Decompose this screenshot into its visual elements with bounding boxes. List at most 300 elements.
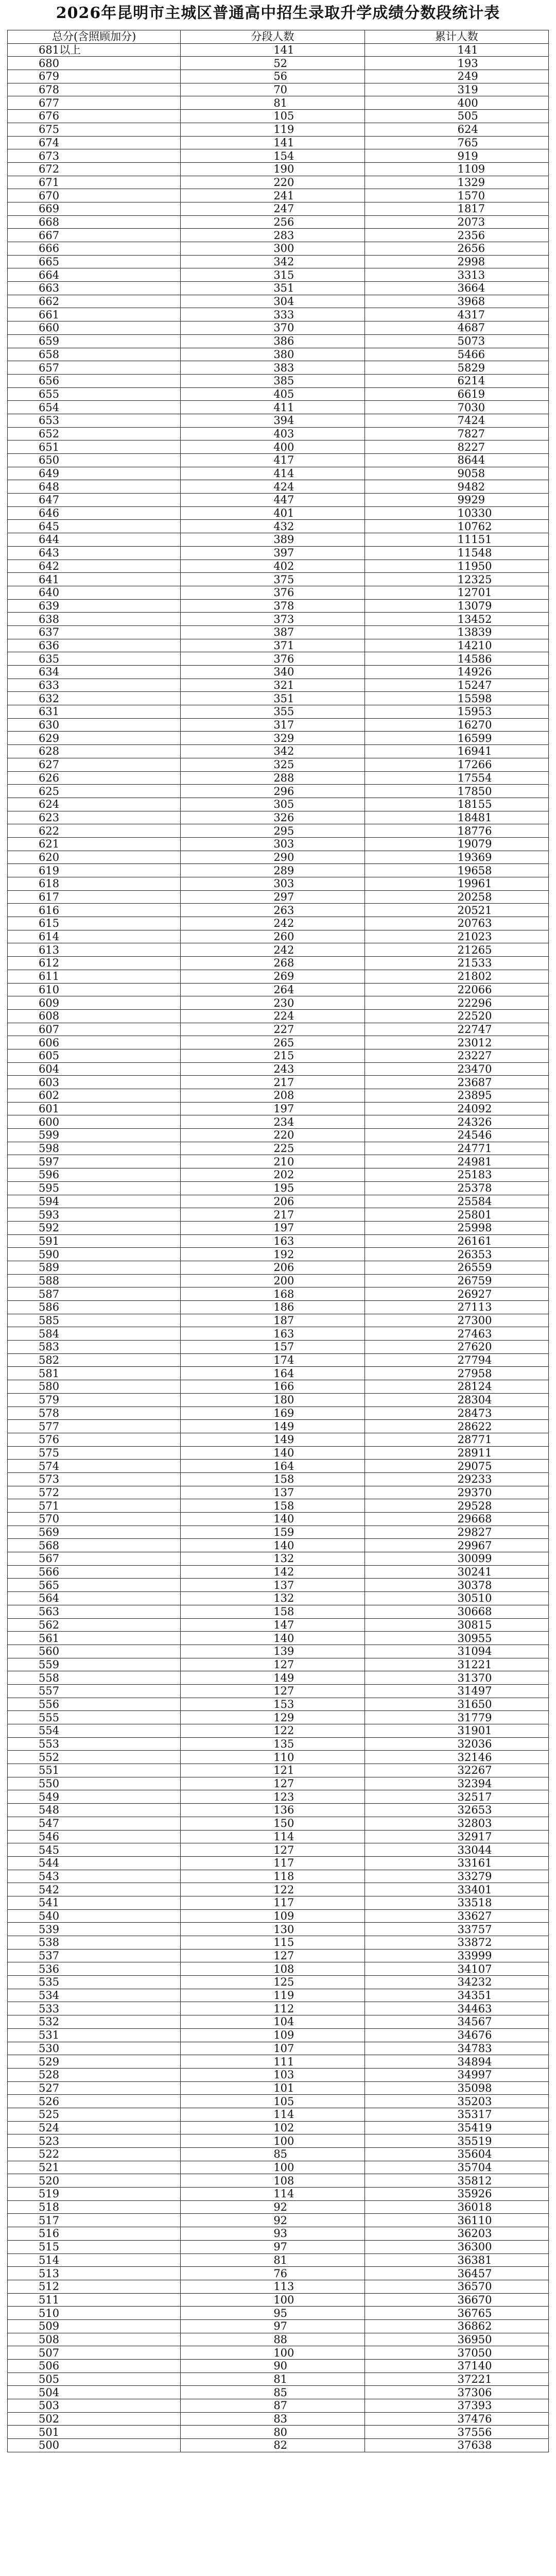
table-row bbox=[8, 1870, 549, 1883]
score-cell: 574 bbox=[8, 1460, 181, 1473]
table-row bbox=[8, 1301, 549, 1314]
cumulative-count-cell: 21265 bbox=[364, 943, 548, 957]
segment-count-cell: 371 bbox=[181, 639, 364, 652]
score-cell: 639 bbox=[8, 599, 181, 613]
cumulative-count-cell: 36457 bbox=[364, 2267, 548, 2280]
segment-count-cell: 342 bbox=[181, 745, 364, 758]
score-cell: 606 bbox=[8, 1036, 181, 1049]
cumulative-count-cell: 35704 bbox=[364, 2161, 548, 2174]
segment-count-cell: 154 bbox=[181, 149, 364, 163]
score-cell: 614 bbox=[8, 930, 181, 943]
table-row bbox=[8, 2280, 549, 2293]
score-cell: 500 bbox=[8, 2439, 181, 2452]
cumulative-count-cell: 19658 bbox=[364, 864, 548, 877]
table-row bbox=[8, 890, 549, 904]
cumulative-count-cell: 10762 bbox=[364, 520, 548, 533]
cumulative-count-cell: 37221 bbox=[364, 2372, 548, 2386]
cumulative-count-cell: 32917 bbox=[364, 1830, 548, 1843]
table-row bbox=[8, 2002, 549, 2015]
score-cell: 510 bbox=[8, 2307, 181, 2320]
cumulative-count-cell: 8227 bbox=[364, 440, 548, 454]
cumulative-count-cell: 7827 bbox=[364, 427, 548, 440]
table-row bbox=[8, 2200, 549, 2214]
table-row bbox=[8, 1102, 549, 1115]
table-row bbox=[8, 745, 549, 758]
cumulative-count-cell: 24546 bbox=[364, 1129, 548, 1142]
score-cell: 515 bbox=[8, 2240, 181, 2253]
score-cell: 562 bbox=[8, 1618, 181, 1632]
segment-count-cell: 210 bbox=[181, 1155, 364, 1168]
score-cell: 675 bbox=[8, 123, 181, 136]
segment-count-cell: 107 bbox=[181, 2042, 364, 2055]
cumulative-count-cell: 35812 bbox=[364, 2174, 548, 2188]
segment-count-cell: 289 bbox=[181, 864, 364, 877]
cumulative-count-cell: 21802 bbox=[364, 970, 548, 983]
segment-count-cell: 400 bbox=[181, 440, 364, 454]
cumulative-count-cell: 11548 bbox=[364, 546, 548, 560]
cumulative-count-cell: 35419 bbox=[364, 2121, 548, 2134]
segment-count-cell: 129 bbox=[181, 1711, 364, 1724]
score-cell: 620 bbox=[8, 851, 181, 864]
table-row bbox=[8, 1962, 549, 1976]
cumulative-count-cell: 30241 bbox=[364, 1565, 548, 1579]
cumulative-count-cell: 18776 bbox=[364, 824, 548, 838]
score-cell: 527 bbox=[8, 2081, 181, 2095]
score-cell: 517 bbox=[8, 2214, 181, 2227]
score-cell: 514 bbox=[8, 2253, 181, 2267]
table-row bbox=[8, 1181, 549, 1195]
cumulative-count-cell: 34351 bbox=[364, 1989, 548, 2002]
table-row bbox=[8, 2240, 549, 2253]
table-row bbox=[8, 1804, 549, 1817]
table-row bbox=[8, 2214, 549, 2227]
table-row bbox=[8, 427, 549, 440]
segment-count-cell: 402 bbox=[181, 560, 364, 573]
score-cell: 531 bbox=[8, 2028, 181, 2042]
cumulative-count-cell: 28124 bbox=[364, 1380, 548, 1394]
score-cell: 564 bbox=[8, 1592, 181, 1605]
segment-count-cell: 82 bbox=[181, 2439, 364, 2452]
table-row bbox=[8, 387, 549, 401]
table-row bbox=[8, 2227, 549, 2241]
score-cell: 604 bbox=[8, 1062, 181, 1076]
segment-count-cell: 117 bbox=[181, 1856, 364, 1870]
cumulative-count-cell: 28622 bbox=[364, 1420, 548, 1433]
table-row bbox=[8, 96, 549, 110]
cumulative-count-cell: 33999 bbox=[364, 1949, 548, 1962]
cumulative-count-cell: 28304 bbox=[364, 1393, 548, 1406]
score-cell: 516 bbox=[8, 2227, 181, 2241]
table-row bbox=[8, 1817, 549, 1830]
score-cell: 602 bbox=[8, 1089, 181, 1103]
cumulative-count-cell: 35317 bbox=[364, 2108, 548, 2121]
cumulative-count-cell: 29827 bbox=[364, 1526, 548, 1539]
table-row bbox=[8, 229, 549, 242]
segment-count-cell: 215 bbox=[181, 1049, 364, 1062]
score-cell: 627 bbox=[8, 758, 181, 771]
segment-count-cell: 414 bbox=[181, 467, 364, 480]
segment-count-cell: 80 bbox=[181, 2426, 364, 2439]
cumulative-count-cell: 26759 bbox=[364, 1274, 548, 1287]
cumulative-count-cell: 34783 bbox=[364, 2042, 548, 2055]
segment-count-cell: 158 bbox=[181, 1499, 364, 1513]
table-row bbox=[8, 149, 549, 163]
score-cell: 624 bbox=[8, 798, 181, 811]
cumulative-count-cell: 37556 bbox=[364, 2426, 548, 2439]
cumulative-count-cell: 31650 bbox=[364, 1698, 548, 1711]
segment-count-cell: 225 bbox=[181, 1142, 364, 1155]
table-row bbox=[8, 70, 549, 83]
score-cell: 642 bbox=[8, 560, 181, 573]
table-row bbox=[8, 2068, 549, 2081]
score-cell: 593 bbox=[8, 1208, 181, 1222]
table-row bbox=[8, 202, 549, 215]
table-row bbox=[8, 1856, 549, 1870]
segment-count-cell: 192 bbox=[181, 1248, 364, 1261]
cumulative-count-cell: 17266 bbox=[364, 758, 548, 771]
segment-count-cell: 405 bbox=[181, 387, 364, 401]
cumulative-count-cell: 31497 bbox=[364, 1684, 548, 1698]
table-row bbox=[8, 1036, 549, 1049]
score-cell: 595 bbox=[8, 1181, 181, 1195]
score-cell: 638 bbox=[8, 613, 181, 626]
table-row bbox=[8, 1592, 549, 1605]
score-cell: 599 bbox=[8, 1129, 181, 1142]
table-row bbox=[8, 546, 549, 560]
cumulative-count-cell: 5466 bbox=[364, 348, 548, 361]
table-row bbox=[8, 1843, 549, 1857]
cumulative-count-cell: 25998 bbox=[364, 1221, 548, 1234]
score-cell: 534 bbox=[8, 1989, 181, 2002]
table-row bbox=[8, 454, 549, 467]
score-cell: 656 bbox=[8, 374, 181, 387]
table-row bbox=[8, 666, 549, 679]
table-row bbox=[8, 1976, 549, 1989]
segment-count-cell: 114 bbox=[181, 1830, 364, 1843]
segment-count-cell: 325 bbox=[181, 758, 364, 771]
segment-count-cell: 109 bbox=[181, 1909, 364, 1923]
segment-count-cell: 401 bbox=[181, 506, 364, 520]
cumulative-count-cell: 17850 bbox=[364, 785, 548, 798]
score-cell: 612 bbox=[8, 957, 181, 970]
score-cell: 570 bbox=[8, 1513, 181, 1526]
cumulative-count-cell: 32517 bbox=[364, 1790, 548, 1804]
table-body bbox=[8, 43, 549, 2452]
table-row bbox=[8, 771, 549, 785]
table-row bbox=[8, 1314, 549, 1327]
cumulative-count-cell: 13452 bbox=[364, 613, 548, 626]
score-cell: 555 bbox=[8, 1711, 181, 1724]
segment-count-cell: 114 bbox=[181, 2108, 364, 2121]
cumulative-count-cell: 20258 bbox=[364, 890, 548, 904]
cumulative-count-cell: 2998 bbox=[364, 255, 548, 268]
score-cell: 511 bbox=[8, 2293, 181, 2307]
cumulative-count-cell: 23012 bbox=[364, 1036, 548, 1049]
segment-count-cell: 164 bbox=[181, 1460, 364, 1473]
segment-count-cell: 197 bbox=[181, 1102, 364, 1115]
score-cell: 566 bbox=[8, 1565, 181, 1579]
cumulative-count-cell: 30378 bbox=[364, 1579, 548, 1592]
table-row bbox=[8, 1698, 549, 1711]
cumulative-count-cell: 34997 bbox=[364, 2068, 548, 2081]
score-cell: 504 bbox=[8, 2386, 181, 2399]
cumulative-count-cell: 32036 bbox=[364, 1737, 548, 1751]
segment-count-cell: 166 bbox=[181, 1380, 364, 1394]
score-cell: 575 bbox=[8, 1446, 181, 1460]
score-cell: 672 bbox=[8, 162, 181, 176]
segment-count-cell: 303 bbox=[181, 877, 364, 891]
segment-count-cell: 168 bbox=[181, 1287, 364, 1301]
segment-count-cell: 159 bbox=[181, 1526, 364, 1539]
score-cell: 501 bbox=[8, 2426, 181, 2439]
segment-count-cell: 190 bbox=[181, 162, 364, 176]
table-row bbox=[8, 1341, 549, 1354]
score-cell: 524 bbox=[8, 2121, 181, 2134]
table-row bbox=[8, 1645, 549, 1658]
score-cell: 621 bbox=[8, 837, 181, 851]
cumulative-count-cell: 31221 bbox=[364, 1658, 548, 1671]
cumulative-count-cell: 16599 bbox=[364, 732, 548, 745]
segment-count-cell: 122 bbox=[181, 1724, 364, 1738]
table-row bbox=[8, 2333, 549, 2346]
cumulative-count-cell: 32653 bbox=[364, 1804, 548, 1817]
table-row bbox=[8, 1248, 549, 1261]
table-row bbox=[8, 560, 549, 573]
cumulative-count-cell: 765 bbox=[364, 136, 548, 149]
table-row bbox=[8, 1923, 549, 1936]
segment-count-cell: 104 bbox=[181, 2015, 364, 2029]
segment-count-cell: 351 bbox=[181, 282, 364, 295]
segment-count-cell: 373 bbox=[181, 613, 364, 626]
table-row bbox=[8, 1764, 549, 1777]
cumulative-count-cell: 29528 bbox=[364, 1499, 548, 1513]
cumulative-count-cell: 30510 bbox=[364, 1592, 548, 1605]
segment-count-cell: 163 bbox=[181, 1327, 364, 1341]
table-row bbox=[8, 2148, 549, 2161]
cumulative-count-cell: 35926 bbox=[364, 2188, 548, 2201]
segment-count-cell: 127 bbox=[181, 1658, 364, 1671]
segment-count-cell: 137 bbox=[181, 1579, 364, 1592]
score-cell: 596 bbox=[8, 1168, 181, 1182]
cumulative-count-cell: 5073 bbox=[364, 334, 548, 348]
score-cell: 577 bbox=[8, 1420, 181, 1433]
cumulative-count-cell: 141 bbox=[364, 43, 548, 57]
segment-count-cell: 95 bbox=[181, 2307, 364, 2320]
table-row bbox=[8, 321, 549, 335]
segment-count-cell: 296 bbox=[181, 785, 364, 798]
table-row bbox=[8, 295, 549, 308]
cumulative-count-cell: 14926 bbox=[364, 666, 548, 679]
score-cell: 568 bbox=[8, 1539, 181, 1552]
segment-count-cell: 283 bbox=[181, 229, 364, 242]
score-cell: 632 bbox=[8, 692, 181, 705]
score-cell: 537 bbox=[8, 1949, 181, 1962]
table-row bbox=[8, 625, 549, 639]
segment-count-cell: 333 bbox=[181, 308, 364, 321]
segment-count-cell: 141 bbox=[181, 136, 364, 149]
score-cell: 586 bbox=[8, 1301, 181, 1314]
segment-count-cell: 288 bbox=[181, 771, 364, 785]
segment-count-cell: 108 bbox=[181, 1962, 364, 1976]
table-row bbox=[8, 2028, 549, 2042]
table-row bbox=[8, 798, 549, 811]
cumulative-count-cell: 10330 bbox=[364, 506, 548, 520]
table-row bbox=[8, 1367, 549, 1380]
score-cell: 636 bbox=[8, 639, 181, 652]
score-cell: 557 bbox=[8, 1684, 181, 1698]
score-cell: 503 bbox=[8, 2399, 181, 2413]
score-cell: 658 bbox=[8, 348, 181, 361]
segment-count-cell: 243 bbox=[181, 1062, 364, 1076]
segment-count-cell: 76 bbox=[181, 2267, 364, 2280]
score-cell: 594 bbox=[8, 1195, 181, 1208]
segment-count-cell: 241 bbox=[181, 189, 364, 202]
cumulative-count-cell: 35604 bbox=[364, 2148, 548, 2161]
segment-count-cell: 105 bbox=[181, 2095, 364, 2108]
segment-count-cell: 174 bbox=[181, 1353, 364, 1367]
score-cell: 600 bbox=[8, 1115, 181, 1129]
cumulative-count-cell: 37306 bbox=[364, 2386, 548, 2399]
segment-count-cell: 127 bbox=[181, 1777, 364, 1790]
cumulative-count-cell: 33401 bbox=[364, 1883, 548, 1896]
table-row bbox=[8, 930, 549, 943]
segment-count-cell: 375 bbox=[181, 573, 364, 586]
table-row bbox=[8, 1129, 549, 1142]
segment-count-cell: 135 bbox=[181, 1737, 364, 1751]
cumulative-count-cell: 7030 bbox=[364, 401, 548, 414]
cumulative-count-cell: 34567 bbox=[364, 2015, 548, 2029]
cumulative-count-cell: 11950 bbox=[364, 560, 548, 573]
table-row bbox=[8, 57, 549, 70]
score-cell: 677 bbox=[8, 96, 181, 110]
score-cell: 541 bbox=[8, 1896, 181, 1909]
cumulative-count-cell: 35098 bbox=[364, 2081, 548, 2095]
cumulative-count-cell: 25183 bbox=[364, 1168, 548, 1182]
score-cell: 551 bbox=[8, 1764, 181, 1777]
segment-count-cell: 97 bbox=[181, 2240, 364, 2253]
score-cell: 532 bbox=[8, 2015, 181, 2029]
table-row bbox=[8, 1790, 549, 1804]
table-header-row bbox=[8, 30, 549, 44]
table-row bbox=[8, 692, 549, 705]
table-row bbox=[8, 1671, 549, 1685]
table-row bbox=[8, 1353, 549, 1367]
cumulative-count-cell: 23227 bbox=[364, 1049, 548, 1062]
segment-count-cell: 220 bbox=[181, 176, 364, 189]
cumulative-count-cell: 24771 bbox=[364, 1142, 548, 1155]
table-row bbox=[8, 718, 549, 732]
table-row bbox=[8, 2042, 549, 2055]
score-cell: 547 bbox=[8, 1817, 181, 1830]
cumulative-count-cell: 34894 bbox=[364, 2055, 548, 2069]
segment-count-cell: 105 bbox=[181, 110, 364, 123]
table-row bbox=[8, 1155, 549, 1168]
score-cell: 654 bbox=[8, 401, 181, 414]
table-row bbox=[8, 1261, 549, 1274]
segment-count-cell: 263 bbox=[181, 904, 364, 917]
segment-count-cell: 122 bbox=[181, 1883, 364, 1896]
segment-count-cell: 158 bbox=[181, 1472, 364, 1486]
score-cell: 576 bbox=[8, 1433, 181, 1446]
score-cell: 670 bbox=[8, 189, 181, 202]
score-cell: 509 bbox=[8, 2319, 181, 2333]
score-cell: 528 bbox=[8, 2068, 181, 2081]
cumulative-count-cell: 22296 bbox=[364, 996, 548, 1010]
segment-count-cell: 110 bbox=[181, 1751, 364, 1764]
cumulative-count-cell: 13079 bbox=[364, 599, 548, 613]
table-row bbox=[8, 2095, 549, 2108]
segment-count-cell: 305 bbox=[181, 798, 364, 811]
segment-count-cell: 326 bbox=[181, 811, 364, 824]
segment-count-cell: 158 bbox=[181, 1605, 364, 1618]
cumulative-count-cell: 193 bbox=[364, 57, 548, 70]
score-cell: 502 bbox=[8, 2412, 181, 2426]
score-cell: 618 bbox=[8, 877, 181, 891]
score-cell: 525 bbox=[8, 2108, 181, 2121]
score-cell: 674 bbox=[8, 136, 181, 149]
cumulative-count-cell: 5829 bbox=[364, 361, 548, 375]
segment-count-cell: 136 bbox=[181, 1804, 364, 1817]
table-row bbox=[8, 361, 549, 375]
table-row bbox=[8, 123, 549, 136]
table-row bbox=[8, 824, 549, 838]
score-cell: 610 bbox=[8, 983, 181, 996]
cumulative-count-cell: 24326 bbox=[364, 1115, 548, 1129]
table-row bbox=[8, 1936, 549, 1950]
table-row bbox=[8, 414, 549, 427]
table-row bbox=[8, 467, 549, 480]
table-row bbox=[8, 1195, 549, 1208]
segment-count-cell: 88 bbox=[181, 2333, 364, 2346]
score-cell: 649 bbox=[8, 467, 181, 480]
table-row bbox=[8, 573, 549, 586]
segment-count-cell: 227 bbox=[181, 1023, 364, 1036]
segment-count-cell: 117 bbox=[181, 1896, 364, 1909]
cumulative-count-cell: 33518 bbox=[364, 1896, 548, 1909]
score-cell: 508 bbox=[8, 2333, 181, 2346]
score-cell: 538 bbox=[8, 1936, 181, 1950]
table-row bbox=[8, 1076, 549, 1089]
score-cell: 563 bbox=[8, 1605, 181, 1618]
segment-count-cell: 147 bbox=[181, 1618, 364, 1632]
cumulative-count-cell: 36765 bbox=[364, 2307, 548, 2320]
segment-count-cell: 139 bbox=[181, 1645, 364, 1658]
cumulative-count-cell: 30955 bbox=[364, 1632, 548, 1645]
table-row bbox=[8, 732, 549, 745]
table-row bbox=[8, 2360, 549, 2373]
segment-count-cell: 132 bbox=[181, 1552, 364, 1566]
table-row bbox=[8, 613, 549, 626]
score-cell: 580 bbox=[8, 1380, 181, 1394]
table-row bbox=[8, 189, 549, 202]
cumulative-count-cell: 24092 bbox=[364, 1102, 548, 1115]
table-row bbox=[8, 652, 549, 666]
table-row bbox=[8, 1632, 549, 1645]
table-row bbox=[8, 1711, 549, 1724]
segment-count-cell: 118 bbox=[181, 1870, 364, 1883]
score-cell: 545 bbox=[8, 1843, 181, 1857]
score-cell: 519 bbox=[8, 2188, 181, 2201]
table-row bbox=[8, 136, 549, 149]
score-cell: 542 bbox=[8, 1883, 181, 1896]
table-row bbox=[8, 176, 549, 189]
score-cell: 560 bbox=[8, 1645, 181, 1658]
cumulative-count-cell: 34463 bbox=[364, 2002, 548, 2015]
segment-count-cell: 385 bbox=[181, 374, 364, 387]
segment-count-cell: 234 bbox=[181, 1115, 364, 1129]
score-cell: 520 bbox=[8, 2174, 181, 2188]
cumulative-count-cell: 22066 bbox=[364, 983, 548, 996]
